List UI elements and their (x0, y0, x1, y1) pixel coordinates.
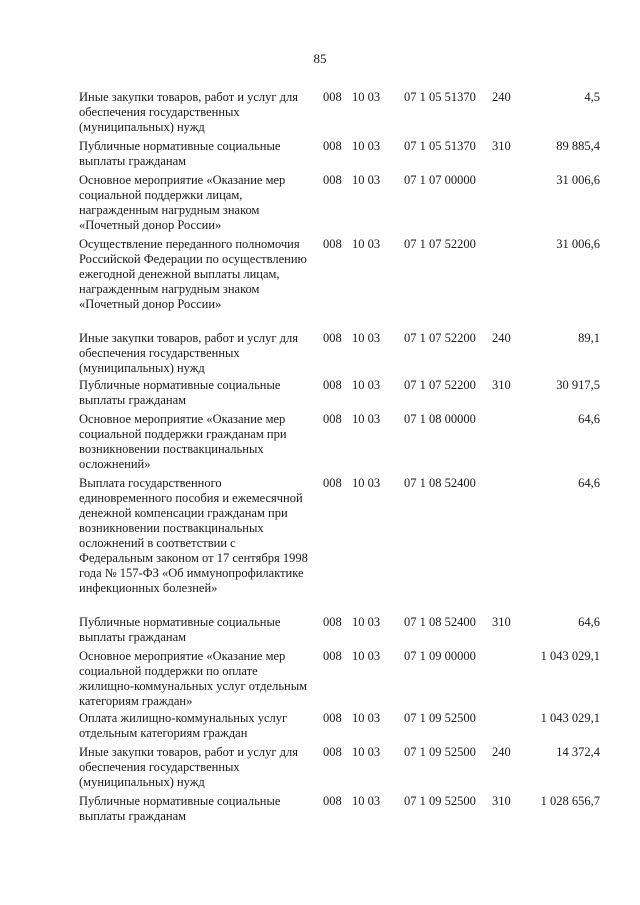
row-ved: 008 (323, 237, 342, 251)
page-number: 85 (313, 51, 327, 66)
row-ved: 008 (323, 476, 342, 490)
row-ved: 008 (323, 649, 342, 663)
row-name: Осуществление переданного полномочия Российской Федерации по осуществлению ежегодной денежной выплаты лицам, награжденным нагрудным знаком «Почетный донор России» (79, 237, 307, 311)
row-ved: 008 (323, 711, 342, 725)
row-csr: 07 1 07 52200 (404, 237, 476, 251)
row-name: Публичные нормативные социальные выплаты гражданам (79, 794, 281, 823)
row-sum: 1 028 656,7 (540, 794, 600, 808)
row-csr: 07 1 09 52500 (404, 794, 476, 808)
row-rz: 10 03 (352, 412, 381, 426)
row-rz: 10 03 (352, 378, 381, 392)
row-csr: 07 1 05 51370 (404, 90, 476, 104)
row-sum: 30 917,5 (556, 378, 600, 392)
row-csr: 07 1 09 52500 (404, 745, 476, 759)
row-ved: 008 (323, 173, 342, 187)
row-sum: 89 885,4 (556, 139, 600, 153)
row-sum: 64,6 (578, 476, 600, 490)
row-name: Публичные нормативные социальные выплаты гражданам (79, 139, 281, 168)
row-csr: 07 1 07 52200 (404, 378, 476, 392)
row-sum: 64,6 (578, 412, 600, 426)
row-vr: 240 (492, 745, 511, 759)
row-name: Иные закупки товаров, работ и услуг для обеспечения государственных (муниципальных) нужд (79, 331, 299, 375)
row-sum: 89,1 (578, 331, 600, 345)
row-name: Иные закупки товаров, работ и услуг для обеспечения государственных (муниципальных) нужд (79, 745, 299, 789)
row-name: Публичные нормативные социальные выплаты гражданам (79, 615, 281, 644)
row-name: Основное мероприятие «Оказание мер социальной поддержки лицам, награжденным нагрудным знаком «Почетный донор России» (79, 173, 286, 232)
row-csr: 07 1 08 52400 (404, 476, 476, 490)
row-rz: 10 03 (352, 173, 381, 187)
row-csr: 07 1 05 51370 (404, 139, 476, 153)
row-ved: 008 (323, 378, 342, 392)
row-rz: 10 03 (352, 476, 381, 490)
row-name: Основное мероприятие «Оказание мер социальной поддержки по оплате жилищно-коммунальных услуг отдельным категориям граждан» (79, 649, 308, 708)
row-rz: 10 03 (352, 615, 381, 629)
row-ved: 008 (323, 139, 342, 153)
row-rz: 10 03 (352, 237, 381, 251)
row-sum: 31 006,6 (556, 237, 600, 251)
row-csr: 07 1 09 00000 (404, 649, 476, 663)
row-rz: 10 03 (352, 711, 381, 725)
row-vr: 310 (492, 794, 511, 808)
row-name: Иные закупки товаров, работ и услуг для обеспечения государственных (муниципальных) нужд (79, 90, 299, 134)
row-rz: 10 03 (352, 745, 381, 759)
row-ved: 008 (323, 90, 342, 104)
row-sum: 1 043 029,1 (540, 649, 600, 663)
row-sum: 1 043 029,1 (540, 711, 600, 725)
row-rz: 10 03 (352, 794, 381, 808)
row-vr: 310 (492, 378, 511, 392)
row-rz: 10 03 (352, 139, 381, 153)
row-name: Публичные нормативные социальные выплаты гражданам (79, 378, 281, 407)
row-name: Оплата жилищно-коммунальных услуг отдельным категориям граждан (79, 711, 288, 740)
row-rz: 10 03 (352, 331, 381, 345)
row-vr: 310 (492, 139, 511, 153)
row-csr: 07 1 07 00000 (404, 173, 476, 187)
row-csr: 07 1 07 52200 (404, 331, 476, 345)
row-csr: 07 1 08 52400 (404, 615, 476, 629)
row-csr: 07 1 08 00000 (404, 412, 476, 426)
row-name: Выплата государственного единовременного пособия и ежемесячной денежной компенсации гражданам при возникновении поствакцинальных осложнений в соответствии с Федеральным законом от 17 сентября 1998 года № 157-ФЗ «Об иммунопрофилактике инфекционных болезней» (79, 476, 308, 595)
row-sum: 14 372,4 (556, 745, 600, 759)
row-sum: 64,6 (578, 615, 600, 629)
row-ved: 008 (323, 615, 342, 629)
row-ved: 008 (323, 745, 342, 759)
row-sum: 31 006,6 (556, 173, 600, 187)
row-ved: 008 (323, 794, 342, 808)
row-ved: 008 (323, 412, 342, 426)
row-vr: 240 (492, 90, 511, 104)
row-sum: 4,5 (584, 90, 600, 104)
row-ved: 008 (323, 331, 342, 345)
row-vr: 310 (492, 615, 511, 629)
row-rz: 10 03 (352, 90, 381, 104)
row-csr: 07 1 09 52500 (404, 711, 476, 725)
row-name: Основное мероприятие «Оказание мер социальной поддержки гражданам при возникновении поствакцинальных осложнений» (79, 412, 287, 471)
row-rz: 10 03 (352, 649, 381, 663)
row-vr: 240 (492, 331, 511, 345)
